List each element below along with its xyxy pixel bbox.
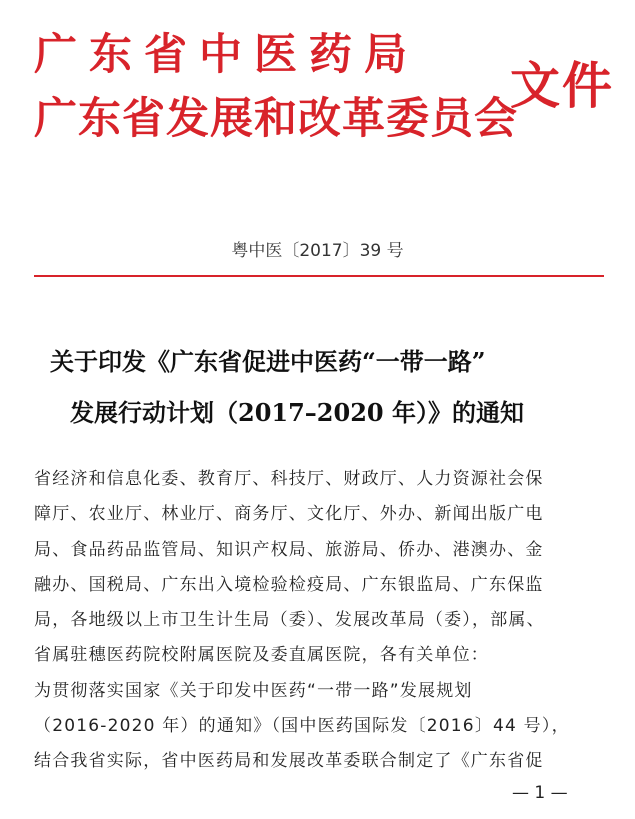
issuer-line-2: 广东省发展和改革委员会 xyxy=(34,94,518,144)
red-divider-line xyxy=(34,275,604,277)
body-line: 省属驻穗医药院校附属医院及委直属医院，各有关单位： xyxy=(34,645,489,665)
body-line: 局，各地级以上市卫生计生局（委）、发展改革局（委），部属、 xyxy=(34,610,545,630)
title-line-1: 关于印发《广东省促进中医药“一带一路” xyxy=(50,347,486,376)
title-line-2: 发展行动计划（2017–2020 年）》的通知 xyxy=(70,398,524,427)
document-number: 粤中医〔2017〕39 号 xyxy=(231,241,404,261)
body-line: 为贯彻落实国家《关于印发中医药“一带一路”发展规划 xyxy=(34,681,473,701)
body-line: 融办、国税局、广东出入境检验检疫局、广东银监局、广东保监 xyxy=(34,575,544,595)
issuer-line-1: 广东省中医药局 xyxy=(34,30,419,80)
page-number: — 1 — xyxy=(512,783,568,803)
body-line: 障厅、农业厅、林业厅、商务厅、文化厅、外办、新闻出版广电 xyxy=(34,504,544,524)
body-line: 局、食品药品监管局、知识产权局、旅游局、侨办、港澳办、金 xyxy=(34,540,544,560)
body-line: 省经济和信息化委、教育厅、科技厅、财政厅、人力资源社会保 xyxy=(34,469,544,489)
body-line: 结合我省实际，省中医药局和发展改革委联合制定了《广东省促 xyxy=(34,751,544,771)
body-line: （2016-2020 年）的通知》（国中医药国际发〔2016〕44 号）， xyxy=(34,716,570,736)
document-type-label: 文件 xyxy=(510,56,614,115)
